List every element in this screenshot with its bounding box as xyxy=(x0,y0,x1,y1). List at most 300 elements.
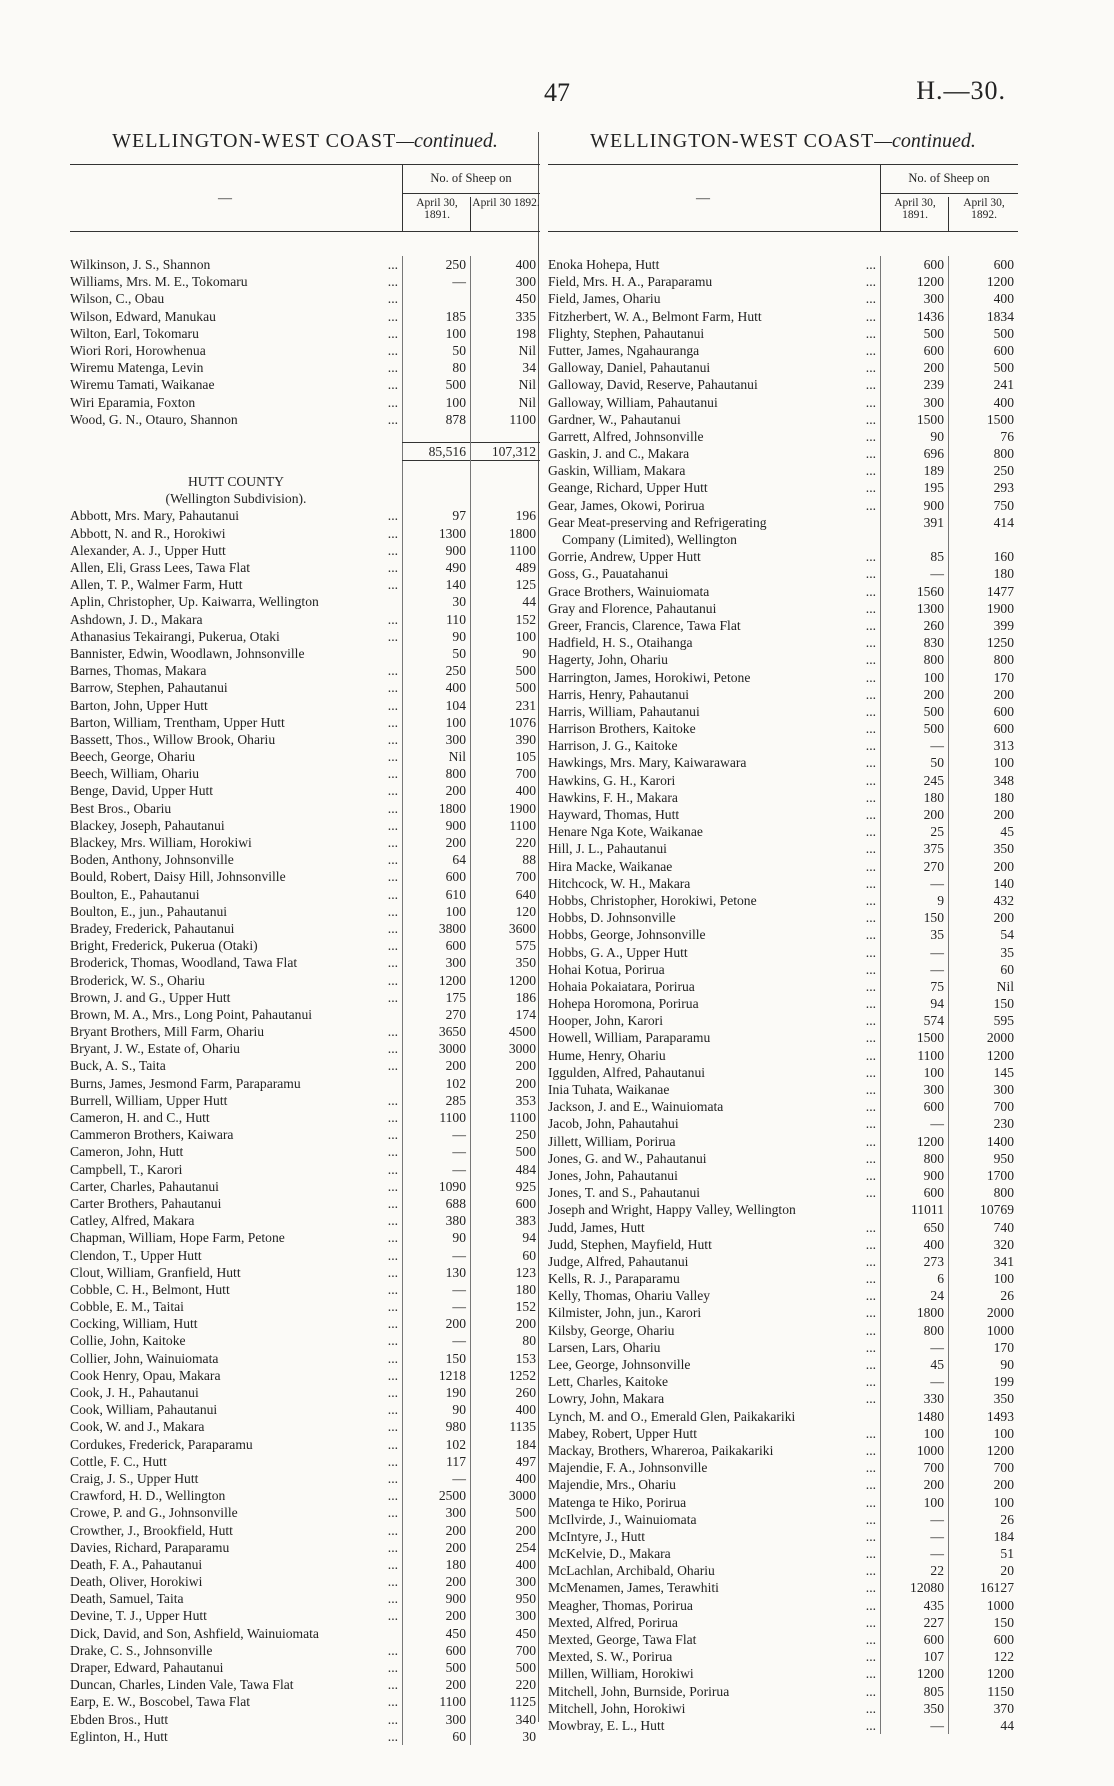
sheep-1891: — xyxy=(452,1127,466,1143)
leader-dots: ... xyxy=(863,1614,876,1631)
leader-dots: ... xyxy=(863,1098,876,1115)
sheep-1892: 400 xyxy=(993,394,1014,410)
sheep-1892: 16127 xyxy=(980,1580,1014,1596)
sheep-1891: 800 xyxy=(923,652,944,668)
table-row xyxy=(70,1229,540,1246)
sheep-1892: 450 xyxy=(515,291,536,307)
table-row xyxy=(70,1212,540,1229)
leader-dots: ... xyxy=(385,868,398,885)
leader-dots: ... xyxy=(385,834,398,851)
owner-name: Cordukes, Frederick, Paraparamu ... xyxy=(70,1436,398,1452)
sheep-1892: 595 xyxy=(993,1013,1014,1029)
sheep-1891: 1090 xyxy=(438,1178,466,1194)
sheep-1892: 925 xyxy=(515,1178,536,1194)
table-row xyxy=(548,290,1018,307)
owner-name: Galloway, David, Reserve, Pahautanui ... xyxy=(548,377,876,393)
sheep-1892: 200 xyxy=(515,1316,536,1332)
sheep-1892: 88 xyxy=(522,852,536,868)
table-row xyxy=(70,800,540,817)
owner-name: Allen, T. P., Walmer Farm, Hutt ... xyxy=(70,577,398,593)
table-row xyxy=(548,1029,1018,1046)
table-row xyxy=(548,823,1018,840)
sheep-1891: 600 xyxy=(445,938,466,954)
leader-dots: ... xyxy=(863,359,876,376)
table-row xyxy=(70,376,540,393)
sheep-1891: 500 xyxy=(445,377,466,393)
leader-dots: ... xyxy=(385,1247,398,1264)
col-1891-header: April 30, 1891. xyxy=(402,197,471,231)
table-row xyxy=(70,731,540,748)
owner-name: Hawkins, G. H., Karori ... xyxy=(548,772,876,788)
table-row xyxy=(548,737,1018,754)
owner-name: Hitchcock, W. H., Makara ... xyxy=(548,875,876,891)
sheep-1891: — xyxy=(452,1470,466,1486)
owner-name: Hayward, Thomas, Hutt ... xyxy=(548,807,876,822)
table-row xyxy=(548,1700,1018,1717)
leader-dots: ... xyxy=(385,1556,398,1573)
sheep-1891: — xyxy=(930,738,944,754)
leader-dots: ... xyxy=(385,920,398,937)
table-row xyxy=(548,1511,1018,1528)
sheep-1892: 152 xyxy=(515,1299,536,1315)
owner-name: Barrow, Stephen, Pahautanui ... xyxy=(70,680,398,696)
leader-dots: ... xyxy=(863,256,876,273)
sheep-1891: — xyxy=(452,274,466,290)
table-row xyxy=(548,308,1018,325)
sheep-1892: 160 xyxy=(993,549,1014,565)
table-row xyxy=(548,686,1018,703)
table-row xyxy=(548,1459,1018,1476)
document-reference: H.—30. xyxy=(916,76,1006,105)
table-row xyxy=(70,559,540,576)
owner-name: Hill, J. L., Pahautanui ... xyxy=(548,841,876,857)
sheep-1891: 102 xyxy=(445,1075,466,1091)
sheep-1892: 1252 xyxy=(508,1367,536,1383)
sheep-1891: 130 xyxy=(445,1264,466,1280)
table-row xyxy=(70,1384,540,1401)
leader-dots: ... xyxy=(863,583,876,600)
leader-dots: ... xyxy=(385,359,398,376)
table-row xyxy=(70,525,540,542)
table-row xyxy=(70,697,540,714)
leader-dots: ... xyxy=(385,679,398,696)
owner-name: Hobbs, D. Johnsonville ... xyxy=(548,910,876,926)
leader-dots: ... xyxy=(863,1700,876,1717)
sheep-1891: — xyxy=(930,961,944,977)
owner-name: Jones, G. and W., Pahautanui ... xyxy=(548,1150,876,1166)
owner-name: Wilkinson, J. S., Shannon ... xyxy=(70,257,398,272)
sheep-1891: 450 xyxy=(445,1625,466,1641)
leader-dots: ... xyxy=(385,886,398,903)
sheep-1891: 800 xyxy=(923,1322,944,1338)
sheep-1891: 380 xyxy=(445,1213,466,1229)
table-row xyxy=(548,978,1018,995)
owner-name: Enoka Hohepa, Hutt ... xyxy=(548,257,876,272)
owner-name: Hobbs, George, Johnsonville ... xyxy=(548,927,876,943)
table-row xyxy=(548,514,1018,531)
owner-name: Duncan, Charles, Linden Vale, Tawa Flat ... xyxy=(70,1677,398,1693)
table-row xyxy=(70,868,540,885)
sheep-1891: 800 xyxy=(923,1150,944,1166)
sheep-1891: 300 xyxy=(445,1505,466,1521)
sheep-1892: 950 xyxy=(993,1150,1014,1166)
sheep-1892: 200 xyxy=(993,1477,1014,1493)
leader-dots: ... xyxy=(863,1287,876,1304)
table-row xyxy=(70,817,540,834)
sheep-1892: 180 xyxy=(993,566,1014,582)
sheep-1892: 400 xyxy=(993,291,1014,307)
sheep-1891: 185 xyxy=(445,308,466,324)
leader-dots: ... xyxy=(385,1143,398,1160)
sheep-1891: 104 xyxy=(445,697,466,713)
owner-name: Hobbs, G. A., Upper Hutt ... xyxy=(548,944,876,960)
sheep-1891: 35 xyxy=(930,927,944,943)
table-row xyxy=(548,1098,1018,1115)
leader-dots: ... xyxy=(385,800,398,817)
sheep-1892: 600 xyxy=(993,257,1014,272)
sheep-1891: 110 xyxy=(446,611,466,627)
table-row xyxy=(548,394,1018,411)
sheep-1892: 1400 xyxy=(986,1133,1014,1149)
sheep-1892: 1477 xyxy=(986,583,1014,599)
owner-name: Millen, William, Horokiwi ... xyxy=(548,1666,876,1682)
sheep-1892: 340 xyxy=(515,1711,536,1727)
leader-dots: ... xyxy=(385,1109,398,1126)
leader-dots: ... xyxy=(385,1470,398,1487)
owner-name: Hawkins, F. H., Makara ... xyxy=(548,789,876,805)
table-row xyxy=(70,428,540,442)
sheep-1892: 199 xyxy=(993,1374,1014,1390)
owner-name: Burns, James, Jesmond Farm, Paraparamu xyxy=(70,1075,301,1091)
owner-name: Kells, R. J., Paraparamu ... xyxy=(548,1271,876,1287)
sheep-1891: 400 xyxy=(923,1236,944,1252)
owner-name: Iggulden, Alfred, Pahautanui ... xyxy=(548,1064,876,1080)
table-row xyxy=(548,445,1018,462)
leader-dots: ... xyxy=(863,394,876,411)
table-row xyxy=(70,989,540,1006)
table-row xyxy=(548,1339,1018,1356)
table-row xyxy=(70,394,540,411)
owner-name: Dick, David, and Son, Ashfield, Wainuiomata xyxy=(70,1625,319,1641)
owner-name: Hohaia Pokaiatara, Porirua ... xyxy=(548,978,876,994)
table-row xyxy=(548,1322,1018,1339)
sheep-1892: 150 xyxy=(993,996,1014,1012)
table-row xyxy=(70,1023,540,1040)
sheep-1891: — xyxy=(452,1144,466,1160)
owner-name: Gaskin, J. and C., Makara ... xyxy=(548,446,876,462)
sheep-1892: 107,312 xyxy=(470,442,540,461)
table-row xyxy=(548,1115,1018,1132)
sheep-1891: 97 xyxy=(452,508,466,524)
owner-name: Gorrie, Andrew, Upper Hutt ... xyxy=(548,549,876,565)
sheep-1891: 200 xyxy=(445,1522,466,1538)
leader-dots: ... xyxy=(863,1683,876,1700)
sheep-1891: 900 xyxy=(923,1167,944,1183)
sheep-1891: Nil xyxy=(448,749,466,765)
sheep-1892: 230 xyxy=(993,1116,1014,1132)
table-row xyxy=(70,542,540,559)
leader-dots: ... xyxy=(385,782,398,799)
owner-name: Brown, J. and G., Upper Hutt ... xyxy=(70,989,398,1005)
sheep-1892: 1500 xyxy=(986,411,1014,427)
leader-dots: ... xyxy=(385,1384,398,1401)
leader-dots: ... xyxy=(385,628,398,645)
table-row xyxy=(70,459,540,473)
table-row xyxy=(70,1264,540,1281)
owner-name: Galloway, Daniel, Pahautanui ... xyxy=(548,360,876,376)
owner-name: Hume, Henry, Ohariu ... xyxy=(548,1047,876,1063)
owner-name: Jackson, J. and E., Wainuiomata ... xyxy=(548,1099,876,1115)
sheep-1891: 200 xyxy=(923,807,944,822)
sheep-1892: 200 xyxy=(515,1058,536,1074)
sheep-1891: 1436 xyxy=(916,308,944,324)
sheep-1891: 3000 xyxy=(438,1041,466,1057)
sheep-1891: — xyxy=(452,1161,466,1177)
leader-dots: ... xyxy=(863,479,876,496)
sheep-1891: 75 xyxy=(930,978,944,994)
sheep-1891: 830 xyxy=(923,635,944,651)
owner-name: Gear Meat-preserving and Refrigerating xyxy=(548,514,767,530)
leader-dots: ... xyxy=(863,858,876,875)
sheep-1892: 300 xyxy=(515,274,536,290)
leader-dots: ... xyxy=(863,634,876,651)
sheep-1892: 198 xyxy=(515,325,536,341)
sheep-count-header: No. of Sheep on xyxy=(430,171,512,185)
leader-dots: ... xyxy=(863,497,876,514)
leader-dots: ... xyxy=(863,1390,876,1407)
sheep-1892: 600 xyxy=(993,342,1014,358)
sheep-1891: 50 xyxy=(452,342,466,358)
sheep-1891: 500 xyxy=(923,703,944,719)
table-row xyxy=(548,892,1018,909)
sheep-1892: 500 xyxy=(993,360,1014,376)
owner-name: Cameron, John, Hutt ... xyxy=(70,1144,398,1160)
owner-name: Broderick, Thomas, Woodland, Tawa Flat ... xyxy=(70,955,398,971)
owner-name: McKelvie, D., Makara ... xyxy=(548,1546,876,1562)
table-row xyxy=(548,1579,1018,1596)
table-row xyxy=(70,1161,540,1178)
owner-name: Best Bros., Obariu ... xyxy=(70,800,398,816)
leader-dots: ... xyxy=(863,909,876,926)
owner-name: Drake, C. S., Johnsonville ... xyxy=(70,1642,398,1658)
leader-dots: ... xyxy=(385,1418,398,1435)
leader-dots: ... xyxy=(385,817,398,834)
table-row xyxy=(70,1642,540,1659)
sheep-1891: — xyxy=(930,1339,944,1355)
table-row xyxy=(548,462,1018,479)
table-row xyxy=(70,1470,540,1487)
leader-dots: ... xyxy=(863,273,876,290)
leader-dots: ... xyxy=(863,290,876,307)
table-row xyxy=(548,720,1018,737)
sheep-1891: 22 xyxy=(930,1563,944,1579)
owner-name: Hadfield, H. S., Otaihanga ... xyxy=(548,635,876,651)
table-row xyxy=(70,442,540,459)
table-row xyxy=(548,772,1018,789)
leader-dots: ... xyxy=(385,972,398,989)
sheep-1892: Nil xyxy=(518,377,536,393)
leader-dots: ... xyxy=(863,703,876,720)
sheep-1892: 497 xyxy=(515,1453,536,1469)
sheep-1891: 1300 xyxy=(438,525,466,541)
owner-name: Abbott, N. and R., Horokiwi ... xyxy=(70,525,398,541)
owner-name: Company (Limited), Wellington xyxy=(562,532,737,547)
leader-dots: ... xyxy=(863,823,876,840)
table-row xyxy=(70,920,540,937)
leader-dots: ... xyxy=(385,1487,398,1504)
owner-name: Wiori Rori, Horowhenua ... xyxy=(70,342,398,358)
owner-name: Barton, John, Upper Hutt ... xyxy=(70,697,398,713)
owner-name: Cottle, F. C., Hutt ... xyxy=(70,1453,398,1469)
sheep-1892: 34 xyxy=(522,360,536,376)
sheep-1891: 574 xyxy=(923,1013,944,1029)
sheep-1892: 335 xyxy=(515,308,536,324)
owner-name: Catley, Alfred, Makara ... xyxy=(70,1213,398,1229)
table-row xyxy=(70,1607,540,1624)
sheep-1891: 100 xyxy=(445,903,466,919)
owner-name: Jillett, William, Porirua ... xyxy=(548,1133,876,1149)
owner-name: Jones, T. and S., Pahautanui ... xyxy=(548,1185,876,1201)
table-row xyxy=(70,1247,540,1264)
owner-name: Inia Tuhata, Waikanae ... xyxy=(548,1082,876,1097)
sheep-1892: 4500 xyxy=(508,1024,536,1040)
leader-dots: ... xyxy=(385,1590,398,1607)
leader-dots: ... xyxy=(385,1711,398,1728)
table-row xyxy=(548,995,1018,1012)
sheep-1891: 200 xyxy=(445,1058,466,1074)
leader-dots: ... xyxy=(863,1494,876,1511)
leader-dots: ... xyxy=(863,926,876,943)
sheep-1891: — xyxy=(930,875,944,891)
owner-name: Bryant Brothers, Mill Farm, Ohariu ... xyxy=(70,1024,398,1040)
leader-dots: ... xyxy=(863,445,876,462)
sheep-1892: 184 xyxy=(515,1436,536,1452)
owner-name: Cammeron Brothers, Kaiwara ... xyxy=(70,1127,398,1143)
leader-dots: ... xyxy=(385,559,398,576)
sheep-1891: 600 xyxy=(923,1632,944,1647)
leader-dots: ... xyxy=(863,1562,876,1579)
sheep-1892: 1200 xyxy=(986,1047,1014,1063)
sheep-1891: 1500 xyxy=(916,1030,944,1046)
sheep-1891: 900 xyxy=(445,1591,466,1607)
sheep-1892: 1200 xyxy=(508,972,536,988)
table-row xyxy=(548,840,1018,857)
sheep-1891: 200 xyxy=(445,1574,466,1590)
owner-name: Bradey, Frederick, Pahautanui ... xyxy=(70,920,398,936)
owner-name: Bannister, Edwin, Woodlawn, Johnsonville xyxy=(70,645,305,661)
sheep-1891: — xyxy=(930,1546,944,1562)
owner-name: Gear, James, Okowi, Porirua ... xyxy=(548,497,876,513)
leader-dots: ... xyxy=(385,954,398,971)
owner-name: Boulton, E., jun., Pahautanui ... xyxy=(70,903,398,919)
leader-dots: ... xyxy=(385,714,398,731)
right-column xyxy=(548,130,1018,1734)
table-row xyxy=(548,1494,1018,1511)
leader-dots: ... xyxy=(863,669,876,686)
table-row xyxy=(548,1167,1018,1184)
leader-dots: ... xyxy=(385,1728,398,1745)
table-row xyxy=(548,1562,1018,1579)
sheep-1892: 140 xyxy=(993,875,1014,891)
sheep-1891: 200 xyxy=(445,783,466,799)
sheep-1892: 2000 xyxy=(986,1305,1014,1321)
sheep-1892: 800 xyxy=(993,1185,1014,1201)
leader-dots: ... xyxy=(385,748,398,765)
owner-name: Cameron, H. and C., Hutt ... xyxy=(70,1110,398,1125)
leader-dots: ... xyxy=(385,989,398,1006)
table-row xyxy=(548,1081,1018,1098)
table-row xyxy=(70,411,540,428)
sheep-1892: 100 xyxy=(993,1425,1014,1441)
owner-name: Hooper, John, Karori ... xyxy=(548,1013,876,1029)
sheep-1892: 3000 xyxy=(508,1041,536,1057)
sheep-1892: 220 xyxy=(515,835,536,850)
leader-dots: ... xyxy=(385,1401,398,1418)
table-row xyxy=(548,325,1018,342)
leader-dots: ... xyxy=(385,731,398,748)
table-row xyxy=(548,1133,1018,1150)
leader-dots: ... xyxy=(863,1528,876,1545)
owner-name: Hagerty, John, Ohariu ... xyxy=(548,652,876,668)
leader-dots: ... xyxy=(863,325,876,342)
table-row xyxy=(70,325,540,342)
table-row xyxy=(70,1092,540,1109)
sheep-1891: 117 xyxy=(446,1453,466,1469)
leader-dots: ... xyxy=(863,308,876,325)
sheep-1892: 44 xyxy=(522,594,536,610)
owner-name: Wiri Eparamia, Foxton ... xyxy=(70,394,398,410)
sheep-1892: 700 xyxy=(515,1642,536,1658)
leader-dots: ... xyxy=(385,1281,398,1298)
owner-name: Harrison, J. G., Kaitoke ... xyxy=(548,738,876,754)
sheep-1892: 220 xyxy=(515,1677,536,1693)
owner-name: Futter, James, Ngahauranga ... xyxy=(548,342,876,358)
table-row xyxy=(70,1298,540,1315)
sheep-1892: 1834 xyxy=(986,308,1014,324)
sheep-1891: 90 xyxy=(452,1402,466,1418)
table-row xyxy=(548,1356,1018,1373)
sheep-1892: 100 xyxy=(993,1494,1014,1510)
owner-name: Cook, J. H., Pahautanui ... xyxy=(70,1385,398,1400)
sheep-1892: 174 xyxy=(515,1006,536,1022)
leader-dots: ... xyxy=(385,1659,398,1676)
sheep-1891: 900 xyxy=(445,817,466,833)
table-row xyxy=(548,497,1018,514)
sheep-1891: 1218 xyxy=(438,1367,466,1383)
leader-dots: ... xyxy=(863,1150,876,1167)
owner-name: Ashdown, J. D., Makara ... xyxy=(70,611,398,627)
sheep-1892: 700 xyxy=(515,766,536,782)
sheep-1891: 273 xyxy=(923,1253,944,1269)
owner-name: Grace Brothers, Wainuiomata ... xyxy=(548,583,876,599)
sheep-1891: 100 xyxy=(923,1494,944,1510)
sheep-1892: 300 xyxy=(993,1082,1014,1097)
leader-dots: ... xyxy=(385,1161,398,1178)
sheep-1891: 688 xyxy=(445,1195,466,1211)
leader-dots: ... xyxy=(863,1373,876,1390)
owner-name: Goss, G., Pauatahanui ... xyxy=(548,566,876,582)
leader-dots: ... xyxy=(385,1298,398,1315)
owner-name: Howell, William, Paraparamu ... xyxy=(548,1030,876,1046)
table-row xyxy=(70,1040,540,1057)
table-row xyxy=(70,628,540,645)
owner-name: Jacob, John, Pahautahui ... xyxy=(548,1116,876,1132)
sheep-1891: 700 xyxy=(923,1460,944,1476)
sheep-1891: 200 xyxy=(923,1477,944,1493)
owner-name: Judd, Stephen, Mayfield, Hutt ... xyxy=(548,1236,876,1252)
owner-name: Eglinton, H., Hutt ... xyxy=(70,1728,398,1744)
sheep-1891: 100 xyxy=(445,394,466,410)
